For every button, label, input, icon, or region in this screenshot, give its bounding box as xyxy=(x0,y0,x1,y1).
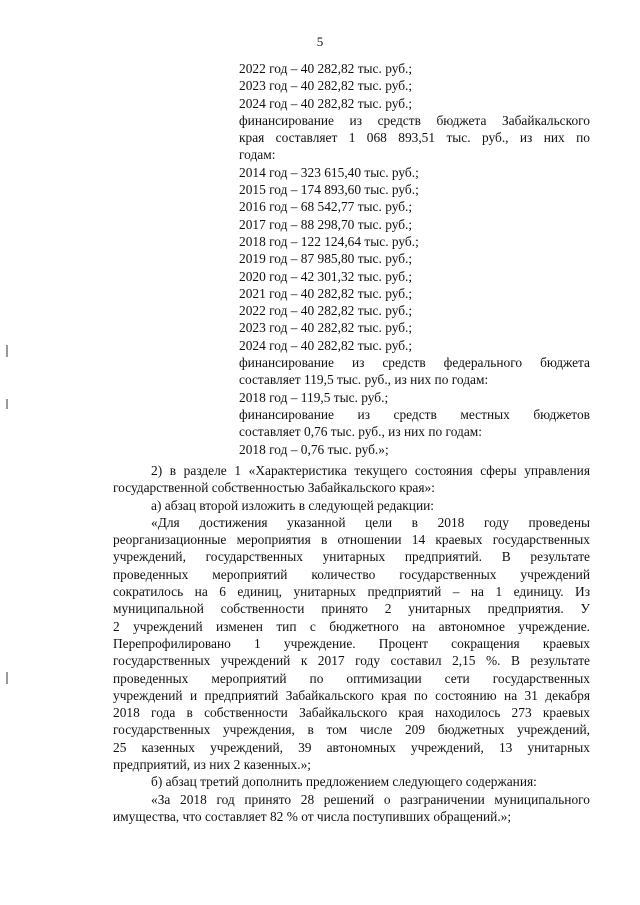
paragraph-line: а) абзац второй изложить в следующей редакции: xyxy=(151,497,435,513)
paragraph-line: сократилось на 6 единиц, унитарных предприятий – на 1 единицу. Из xyxy=(113,584,590,600)
paragraph-line: имущества, что составляет 82 % от числа поступивших обращений.»; xyxy=(113,808,512,824)
margin-mark xyxy=(6,399,8,409)
funding-line: финансирование из средств местных бюджетов xyxy=(239,406,590,422)
paragraph-line: б) абзац третий дополнить предложением следующего содержания: xyxy=(151,774,537,790)
funding-line: 2019 год – 87 985,80 тыс. руб.; xyxy=(239,251,413,267)
paragraph-line: государственной собственностью Забайкальского края»: xyxy=(113,480,435,496)
funding-line: финансирование из средств бюджета Забайкальского xyxy=(239,112,590,128)
funding-line: составляет 119,5 тыс. руб., из них по годам: xyxy=(239,372,489,388)
funding-line: 2021 год – 40 282,82 тыс. руб.; xyxy=(239,285,413,301)
funding-line: 2016 год – 68 542,77 тыс. руб.; xyxy=(239,199,413,215)
funding-line: 2018 год – 119,5 тыс. руб.; xyxy=(239,389,389,405)
funding-line: 2018 год – 122 124,64 тыс. руб.; xyxy=(239,233,419,249)
funding-line: 2020 год – 42 301,32 тыс. руб.; xyxy=(239,268,413,284)
paragraph-line: муниципальной собственности принято 2 унитарных предприятия. У xyxy=(113,601,590,617)
paragraph-line: учреждений, государственных унитарных предприятий. В результате xyxy=(113,549,590,565)
margin-mark xyxy=(6,672,8,684)
funding-line: 2018 год – 0,76 тыс. руб.»; xyxy=(239,441,389,457)
funding-line: 2022 год – 40 282,82 тыс. руб.; xyxy=(239,61,413,76)
paragraph-line: Перепрофилировано 1 учреждение. Процент сокращения краевых xyxy=(113,635,590,651)
page-number: 5 xyxy=(316,34,324,49)
funding-line: 2015 год – 174 893,60 тыс. руб.; xyxy=(239,182,419,198)
paragraph-line: 25 казенных учреждений, 39 автономных учреждений, 13 унитарных xyxy=(113,739,590,755)
funding-line: 2023 год – 40 282,82 тыс. руб.; xyxy=(239,78,413,94)
funding-line: финансирование из средств федерального бюджета xyxy=(239,355,590,371)
margin-mark xyxy=(6,345,8,357)
funding-line: составляет 0,76 тыс. руб., из них по годам: xyxy=(239,424,482,440)
paragraph-line: государственных учреждений к 2017 году составил 2,15 %. В результате xyxy=(113,653,590,669)
paragraph-line: проведенных мероприятий количество государственных учреждений xyxy=(113,566,590,582)
paragraph-line: реорганизационные мероприятия в отношении 14 краевых государственных xyxy=(113,532,590,548)
paragraph-line: 2) в разделе 1 «Характеристика текущего состояния сферы управления xyxy=(151,463,590,478)
funding-line: 2017 год – 88 298,70 тыс. руб.; xyxy=(239,216,413,232)
funding-line: годам: xyxy=(239,147,276,163)
funding-breakdown xyxy=(239,60,590,458)
paragraph-line: проведенных мероприятий по оптимизации сети государственных xyxy=(113,670,590,686)
funding-line: 2022 год – 40 282,82 тыс. руб.; xyxy=(239,303,413,319)
paragraph-line: предприятий, из них 2 казенных.»; xyxy=(113,757,311,773)
funding-line: 2024 год – 40 282,82 тыс. руб.; xyxy=(239,337,413,353)
funding-line: 2024 год – 40 282,82 тыс. руб.; xyxy=(239,95,413,111)
paragraph-line: «Для достижения указанной цели в 2018 году проведены xyxy=(151,514,590,530)
paragraph-line: 2018 года в собственности Забайкальского края находилось 273 краевых xyxy=(113,705,590,721)
funding-line: края составляет 1 068 893,51 тыс. руб., из них по xyxy=(239,130,590,146)
paragraph-line: учреждений и предприятий Забайкальского края по состоянию на 31 декабря xyxy=(113,687,590,703)
funding-line: 2014 год – 323 615,40 тыс. руб.; xyxy=(239,164,419,180)
paragraph-line: государственных учреждения, в том числе 209 бюджетных учреждений, xyxy=(113,722,590,738)
funding-line: 2023 год – 40 282,82 тыс. руб.; xyxy=(239,320,413,336)
main-text xyxy=(113,462,590,825)
paragraph-line: «За 2018 год принято 28 решений о разграничении муниципального xyxy=(151,791,590,807)
paragraph-line: 2 учреждений изменен тип с бюджетного на автономное учреждение. xyxy=(113,618,590,634)
